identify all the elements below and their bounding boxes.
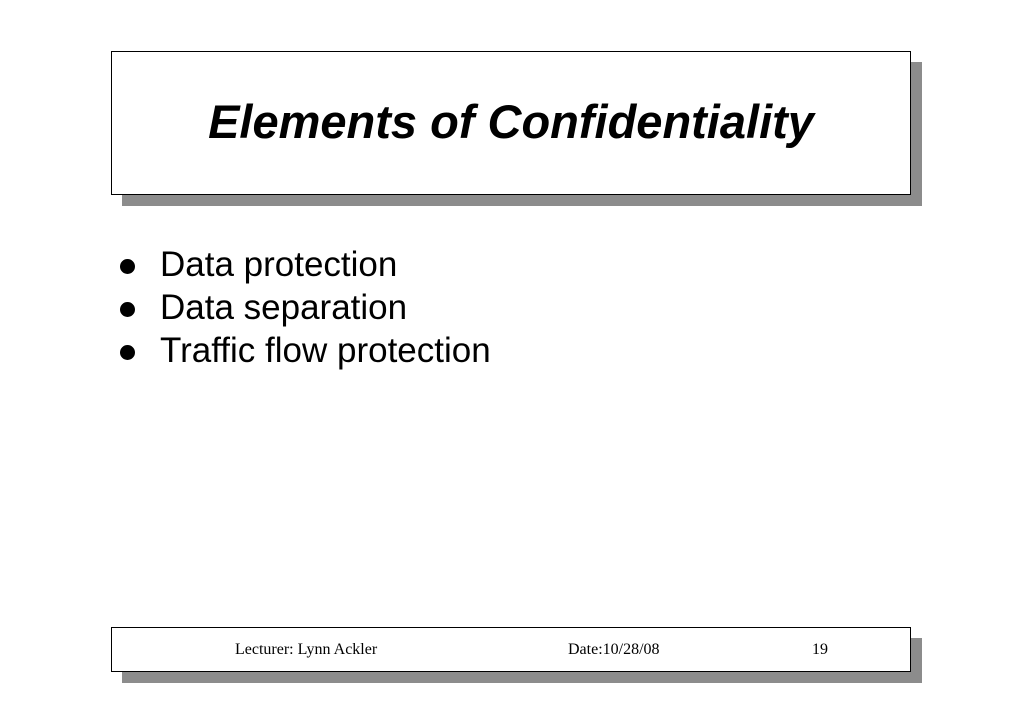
bullet-text: Data separation [160,287,408,327]
footer-box [111,627,911,672]
bullet-item [120,286,491,329]
bullet-dot-icon [120,345,135,360]
bullet-dot-icon [120,302,135,317]
bullet-list [120,243,491,372]
footer-page-number: 19 [812,641,828,658]
footer-date: Date:10/28/08 [568,641,660,658]
bullet-text: Traffic flow protection [160,330,491,370]
title-box [111,51,911,195]
bullet-dot-icon [120,259,135,274]
bullet-item [120,329,491,372]
slide-title: Elements of Confidentiality [208,94,814,148]
footer-lecturer: Lecturer: Lynn Ackler [235,641,378,658]
bullet-item [120,243,491,286]
bullet-text: Data protection [160,244,398,284]
